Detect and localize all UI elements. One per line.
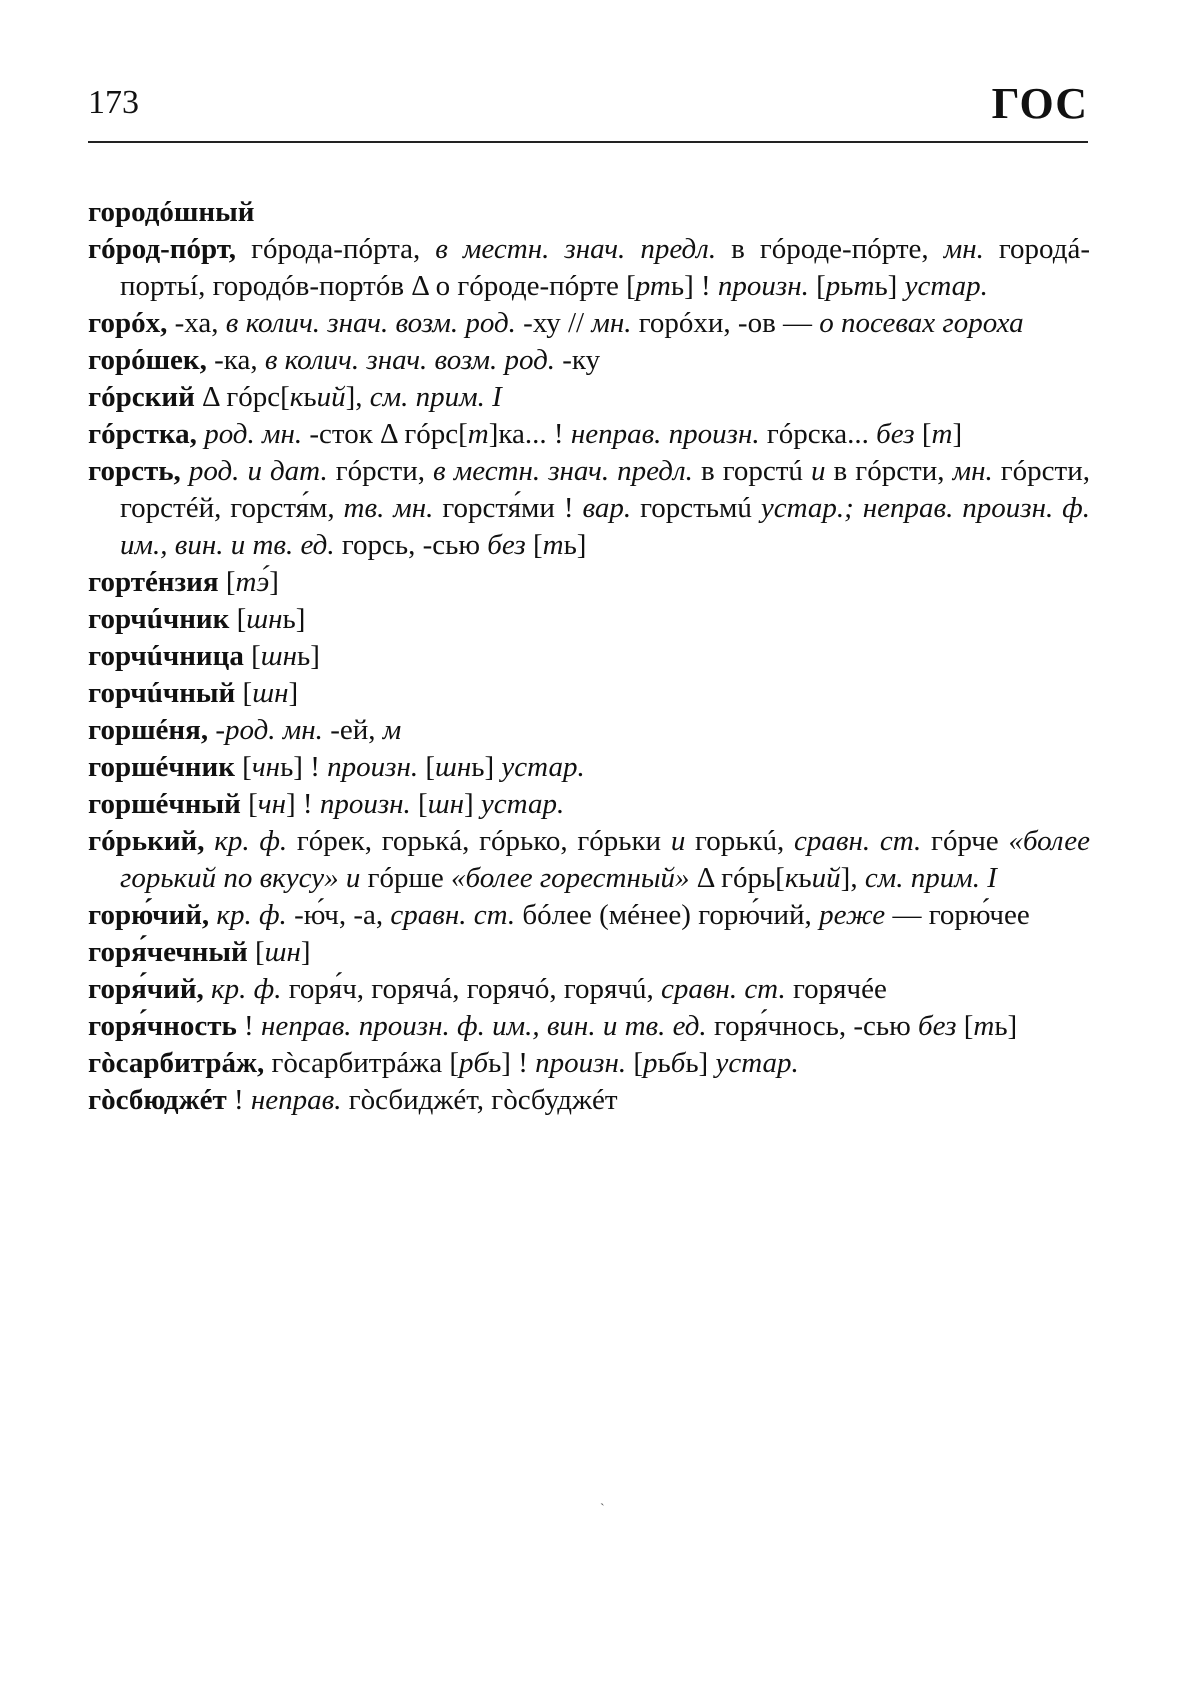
entry-text: [ [243,640,261,672]
headword: гòсбюджéт [88,1084,227,1116]
grammar-label: шн [260,640,298,672]
grammar-label: в колич. знач. возм. род. [225,307,516,339]
grammar-label: «более горький по вкусу» [120,825,1091,894]
entry-text: горькú, [685,825,795,857]
grammar-label: шн [264,936,301,968]
grammar-label: устар. [501,751,585,783]
grammar-label: шн [246,603,283,635]
entry-text: -ху // [515,307,592,339]
entry-text: ь] [994,1010,1018,1042]
headword: гóрод-пóрт, [88,233,237,265]
entry-text: [ [418,751,435,783]
grammar-label: и [810,455,826,487]
dictionary-entry [88,342,1090,379]
grammar-label: в колич. знач. возм. род. [264,344,555,376]
headword: горчúчный [88,677,236,709]
grammar-label: т [931,418,953,450]
entry-text: городá-портьí, городóв-портóв Δ о гóроде-пóрте [ [120,233,1091,302]
entry-text: [ [525,529,543,561]
entry-text: гóрсти, горстéй, горстя́м, [120,455,1090,524]
grammar-label: без [876,418,915,450]
headword: гóрький, [88,825,205,857]
headword: горóх, [88,307,168,339]
dictionary-entry [88,638,1090,675]
entry-text: ] ! [286,788,320,820]
entry-text: ь] [297,640,320,672]
entry-text: гòсбиджéт, гòсбуджéт [341,1084,618,1116]
entry-text: гóрода-пóрта, [236,233,436,265]
entry-text: ] [288,677,299,709]
headword: горóшек, [88,344,207,376]
entry-text: [ [235,677,253,709]
entry-text: -ка, [206,344,265,376]
dictionary-entry [88,675,1090,712]
grammar-label: рт [635,270,671,302]
grammar-label: мн. [952,455,993,487]
entry-text: -ку [555,344,601,376]
headword: гортéнзия [88,566,219,598]
headword: горя́чечный [88,936,248,968]
entry-text: ь [303,381,317,413]
grammar-label: неправ. произн. [570,418,760,450]
entry-text: ь] ! [488,1047,536,1079]
dictionary-entry [88,601,1090,638]
grammar-label: сравн. ст. [794,825,922,857]
dictionary-entry [88,564,1090,601]
headword: гòсарбитрáж, [88,1047,265,1079]
dictionary-entry [88,786,1090,823]
headword: горшéчный [88,788,241,820]
entry-text: в гóроде-пóрте, [716,233,944,265]
headword: гóрстка, [88,418,197,450]
entry-text: ! [236,1010,261,1042]
grammar-label: неправ. произн. ф. им., вин. и тв. ед. [260,1010,707,1042]
dictionary-entry [88,1082,1090,1119]
grammar-label: кр. ф. [211,973,282,1005]
grammar-label: к [784,862,799,894]
grammar-label: кр. ф. [216,899,287,931]
entry-text: горя́ч, горячá, горячó, горячú, [281,973,661,1005]
grammar-label: о посевах гороха [819,307,1024,339]
entry-text: ь] [563,529,587,561]
entry-text [205,825,215,857]
headword: городóшный [88,196,255,228]
headword: горчúчник [88,603,230,635]
grammar-label: тэ́ [235,566,270,598]
grammar-label: т [467,418,489,450]
entry-text: ] [300,936,311,968]
header-rule [88,141,1088,143]
entry-text: ь] [282,603,306,635]
entry-text: ь [657,1047,671,1079]
grammar-label: м [382,714,402,746]
entry-text: [ [234,751,252,783]
entry-text: [ [218,566,236,598]
entry-text: в горстú [692,455,811,487]
entry-text: горсь, -сью [334,529,488,561]
grammar-label: р [643,1047,658,1079]
grammar-label: устар. [715,1047,799,1079]
dictionary-entry [88,712,1090,749]
entry-text: -ха, [167,307,226,339]
dictionary-entry [88,1008,1090,1045]
entry-text: горстьмú [631,492,761,524]
entry-text: горстя́ми ! [433,492,583,524]
entry-text: — горю́чее [885,899,1030,931]
grammar-label: реже [819,899,886,931]
dictionary-entry [88,971,1090,1008]
grammar-label: без [918,1010,957,1042]
grammar-label: устар. [904,270,988,302]
grammar-label: «более горестный» [451,862,690,894]
grammar-label: и [345,862,361,894]
entry-text: бóлее (мéнее) горю́чий, [515,899,820,931]
grammar-label: род. мн. [204,418,303,450]
grammar-label: р [825,270,841,302]
page-number: 173 [88,84,139,121]
grammar-label: мн. [943,233,984,265]
grammar-label: мн. [591,307,632,339]
entry-text: ь] [685,1047,716,1079]
grammar-label: в местн. знач. предл. [433,455,693,487]
entry-list [88,194,1090,1119]
entry-text: [ [410,788,428,820]
entry-text [204,973,211,1005]
entry-text: горóхи, -ов — [631,307,820,339]
entry-text: гóрше [360,862,452,894]
grammar-label: тв. мн. [343,492,434,524]
entry-text: Δ гóрь[ [689,862,785,894]
entry-text: гóрска... [759,418,877,450]
headword: горя́чность [88,1010,237,1042]
grammar-label: т [973,1010,995,1042]
headword: горсть, [88,455,181,487]
dictionary-entry [88,1045,1090,1082]
headword: гóрский [88,381,195,413]
entry-text: ь] [471,751,502,783]
headword: горю́чий, [88,899,210,931]
grammar-label: род. мн. [225,714,323,746]
grammar-label: см. прим. I [864,862,997,894]
entry-text: - [208,714,225,746]
dictionary-entry [88,194,1090,231]
grammar-label: рб [458,1047,489,1079]
grammar-label: т [853,270,875,302]
entry-text: горя́чнось, -сью [706,1010,919,1042]
entry-text: [ [626,1047,643,1079]
entry-text: ] [952,418,963,450]
dictionary-entry [88,934,1090,971]
entry-text: ! [226,1084,251,1116]
grammar-label: б [670,1047,686,1079]
entry-text: ], [345,381,370,413]
entry-text: гóрсти, [327,455,434,487]
grammar-label: произн. [319,788,411,820]
entry-text: [ [247,936,265,968]
grammar-label: шн [252,677,289,709]
entry-text [181,455,189,487]
entry-text: ь] ! [280,751,328,783]
entry-text: ]ка... ! [488,418,571,450]
grammar-label: без [487,529,526,561]
headword: горшéчник [88,751,235,783]
grammar-label: вар. [582,492,632,524]
headword: горшéня, [88,714,209,746]
dictionary-entry [88,231,1090,305]
entry-text: гóрче [921,825,1009,857]
entry-text: -ей, [322,714,383,746]
entry-text: ь [798,862,812,894]
grammar-label: произн. [327,751,419,783]
running-head: ГОС [991,79,1088,128]
dictionary-entry [88,897,1090,934]
entry-text: в гóрсти, [825,455,953,487]
headword: горчúчница [88,640,244,672]
entry-text: [ [229,603,247,635]
grammar-label: чн [257,788,287,820]
entry-text: горячéе [785,973,887,1005]
grammar-label: т [542,529,564,561]
entry-text: Δ гóрс[ [194,381,290,413]
entry-text: ь] [874,270,905,302]
entry-text: ь] ! [670,270,718,302]
scan-speck: ˋ [600,1502,605,1517]
entry-text: [ [808,270,826,302]
grammar-label: к [289,381,304,413]
entry-text: ь [840,270,854,302]
dictionary-entry [88,305,1090,342]
grammar-label: в местн. знач. предл. [435,233,717,265]
grammar-label: см. прим. I [369,381,502,413]
entry-text: -сток Δ гóрс[ [302,418,468,450]
grammar-label: и [670,825,686,857]
entry-text: [ [956,1010,974,1042]
grammar-label: кр. ф. [214,825,288,857]
entry-text: ], [840,862,865,894]
page-header [88,78,1088,138]
grammar-label: род. и дат. [188,455,328,487]
grammar-label: чн [251,751,281,783]
dictionary-entry [88,749,1090,786]
grammar-label: сравн. ст. [390,899,516,931]
grammar-label: сравн. ст. [660,973,786,1005]
entry-text: [ [240,788,258,820]
entry-text: [ [914,418,932,450]
entry-text: ] [269,566,279,598]
grammar-label: устар.; неправ. произн. ф. им., вин. и тв. ед. [120,492,1091,561]
grammar-label: ий [316,381,346,413]
grammar-label: ий [811,862,841,894]
grammar-label: произн. [535,1047,627,1079]
entry-text [339,862,346,894]
grammar-label: устар. [480,788,565,820]
grammar-label: шн [427,788,464,820]
grammar-label: шн [435,751,472,783]
entry-text: гóрек, горькá, гóрько, гóрьки [287,825,671,857]
entry-text: гòсарбитрáжа [ [264,1047,459,1079]
dictionary-entry [88,416,1090,453]
dictionary-entry [88,453,1090,564]
headword: горя́чий, [88,973,204,1005]
grammar-label: произн. [717,270,809,302]
entry-text: ] [464,788,481,820]
dictionary-entry [88,379,1090,416]
dictionary-entry [88,823,1090,897]
entry-text: -ю́ч, -а, [286,899,391,931]
grammar-label: неправ. [250,1084,342,1116]
